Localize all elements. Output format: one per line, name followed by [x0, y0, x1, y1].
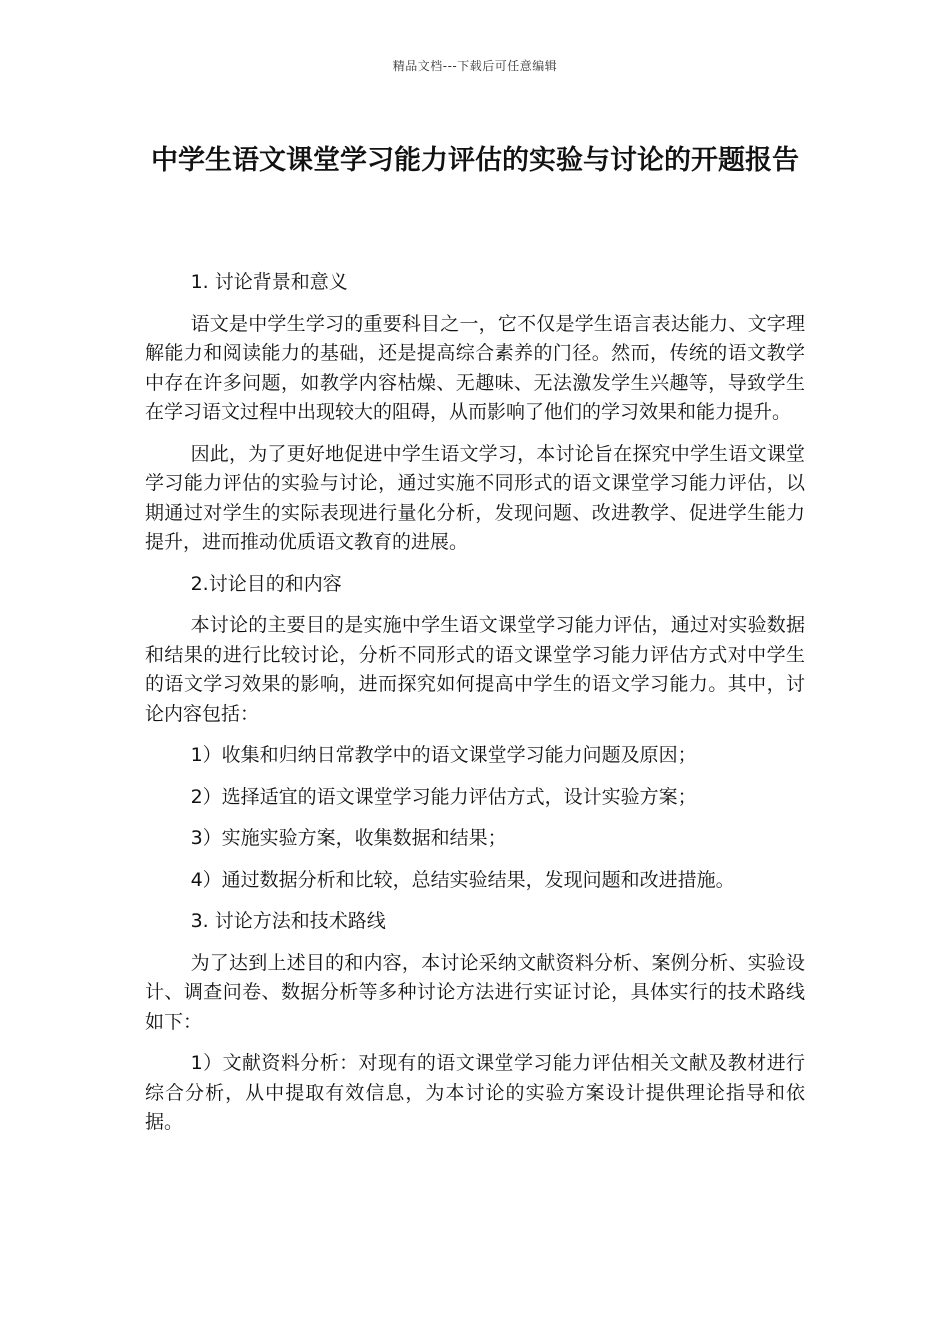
section-3-paragraph-1: 为了达到上述目的和内容，本讨论采纳文献资料分析、案例分析、实验设计、调查问卷、数据分析等多种讨论方法进行实证讨论，具体实行的技术路线如下：: [145, 951, 805, 1033]
document-title: 中学生语文课堂学习能力评估的实验与讨论的开题报告: [151, 145, 799, 176]
section-1-paragraph-2: 因此，为了更好地促进中学生语文学习，本讨论旨在探究中学生语文课堂学习能力评估的实验与讨论，通过实施不同形式的语文课堂学习能力评估，以期通过对学生的实际表现进行量化分析，发现问题、改进教学、促进学生能力提升，进而推动优质语文教育的进展。: [145, 442, 805, 553]
section-2-heading: 2.讨论目的和内容: [190, 572, 342, 595]
section-3-list-item-1: 1）文献资料分析：对现有的语文课堂学习能力评估相关文献及教材进行综合分析，从中提取有效信息，为本讨论的实验方案设计提供理论指导和依据。: [145, 1052, 805, 1133]
section-2-paragraph-1: 本讨论的主要目的是实施中学生语文课堂学习能力评估，通过对实验数据和结果的进行比较讨论，分析不同形式的语文课堂学习能力评估方式对中学生的语文学习效果的影响，进而探究如何提高中学生的语文学习能力。其中，讨论内容包括：: [145, 614, 805, 725]
section-2-list-item-3: 3）实施实验方案，收集数据和结果；: [190, 827, 507, 849]
section-2-list-item-2: 2）选择适宜的语文课堂学习能力评估方式，设计实验方案；: [190, 785, 697, 808]
section-1-heading: 1. 讨论背景和意义: [190, 271, 348, 293]
section-3-heading: 3. 讨论方法和技术路线: [190, 910, 386, 932]
document-body: [145, 268, 805, 1150]
section-1-paragraph-1: 语文是中学生学习的重要科目之一，它不仅是学生语言表达能力、文字理解能力和阅读能力的基础，还是提高综合素养的门径。然而，传统的语文教学中存在许多问题，如教学内容枯燥、无趣味、无法激发学生兴趣等，导致学生在学习语文过程中出现较大的阻碍，从而影响了他们的学习效果和能力提升。: [145, 312, 805, 423]
section-2-list-item-4: 4）通过数据分析和比较，总结实验结果，发现问题和改进措施。: [190, 868, 735, 891]
section-2-list-item-1: 1）收集和归纳日常教学中的语文课堂学习能力问题及原因；: [190, 744, 697, 766]
header-note: 精品文档---下载后可任意编辑: [392, 59, 558, 73]
